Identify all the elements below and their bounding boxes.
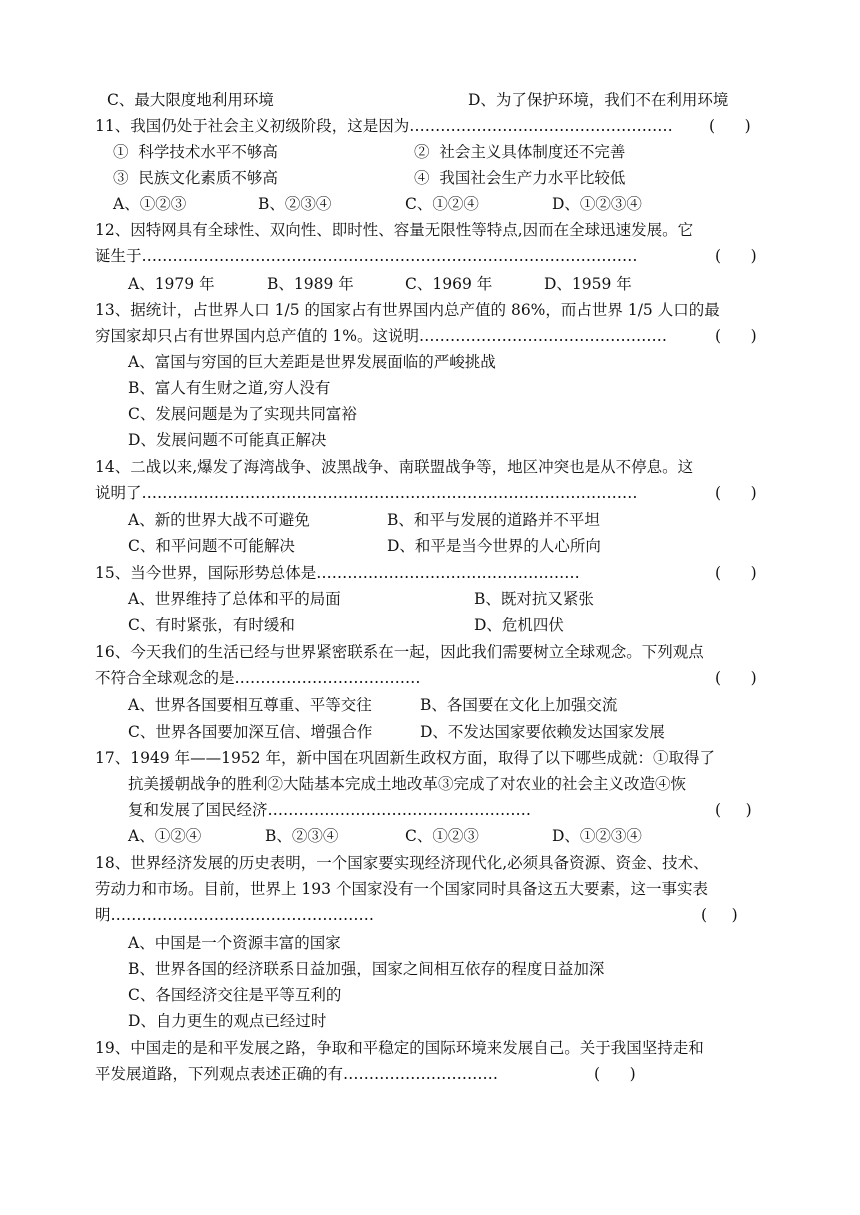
text-line: A、①②④ <box>128 827 202 845</box>
text-line: A、中国是一个资源丰富的国家 <box>128 934 341 952</box>
text-line: A、富国与穷国的巨大差距是世界发展面临的严峻挑战 <box>128 353 496 371</box>
text-line: A、①②③ <box>113 195 187 213</box>
answer-blank: ( ) <box>709 117 751 135</box>
text-line: 诞生于…………………………………………………………………………………… <box>95 247 638 265</box>
text-line: 14、二战以来,爆发了海湾战争、波黑战争、南联盟战争等，地区冲突也是从不停息。这 <box>95 458 694 476</box>
text-line: 劳动力和市场。目前，世界上 193 个国家没有一个国家同时具备这五大要素，这一事实表 <box>95 880 708 898</box>
text-line: 12、因特网具有全球性、双向性、即时性、容量无限性等特点,因而在全球迅速发展。它 <box>95 221 694 239</box>
text-line: 13、据统计，占世界人口 1/5 的国家占有世界国内总产值的 86%，而占世界 1/5 人口的最 <box>95 301 720 319</box>
text-line: ② 社会主义具体制度还不完善 <box>414 143 626 161</box>
text-line: B、各国要在文化上加强交流 <box>420 696 618 714</box>
text-line: 17、1949 年——1952 年，新中国在巩固新生政权方面，取得了以下哪些成就：①取得了 <box>95 749 715 767</box>
text-line: 11、我国仍处于社会主义初级阶段，这是因为…………………………………………… <box>95 117 673 135</box>
text-line: 16、今天我们的生活已经与世界紧密联系在一起，因此我们需要树立全球观念。下列观点 <box>95 643 704 661</box>
answer-blank: ( ) <box>715 564 757 582</box>
text-line: 明…………………………………………… <box>95 906 375 924</box>
text-line: D、自力更生的观点已经过时 <box>128 1012 327 1030</box>
text-line: C、最大限度地利用环境 <box>107 91 274 109</box>
text-line: C、1969 年 <box>405 275 493 293</box>
answer-blank: ( ) <box>715 247 757 265</box>
text-line: B、1989 年 <box>267 275 354 293</box>
text-line: A、世界各国要相互尊重、平等交往 <box>128 696 372 714</box>
text-line: C、有时紧张，有时缓和 <box>128 616 295 634</box>
text-line: A、世界维持了总体和平的局面 <box>128 590 341 608</box>
answer-blank: ( ) <box>594 1065 636 1083</box>
text-line: B、世界各国的经济联系日益加强，国家之间相互依存的程度日益加深 <box>128 960 605 978</box>
text-line: ③ 民族文化素质不够高 <box>113 169 278 187</box>
text-line: C、和平问题不可能解决 <box>128 537 295 555</box>
text-line: 抗美援朝战争的胜利②大陆基本完成土地改革③完成了对农业的社会主义改造④恢 <box>128 775 687 793</box>
text-line: D、不发达国家要依赖发达国家发展 <box>420 723 665 741</box>
text-line: B、既对抗又紧张 <box>474 590 594 608</box>
answer-blank: ( ) <box>701 906 738 924</box>
text-line: B、②③④ <box>265 827 339 845</box>
text-line: C、世界各国要加深互信、增强合作 <box>128 723 373 741</box>
text-line: B、②③④ <box>258 195 332 213</box>
text-line: 18、世界经济发展的历史表明，一个国家要实现经济现代化,必须具备资源、资金、技术、 <box>95 854 709 872</box>
text-line: D、1959 年 <box>544 275 632 293</box>
text-line: 19、中国走的是和平发展之路，争取和平稳定的国际环境来发展自己。关于我国坚持走和 <box>95 1039 704 1057</box>
answer-blank: ( ) <box>715 801 752 819</box>
text-line: 15、当今世界，国际形势总体是…………………………………………… <box>95 564 580 582</box>
answer-blank: ( ) <box>715 327 757 345</box>
text-line: C、①②③ <box>405 827 479 845</box>
text-line: C、各国经济交往是平等互利的 <box>128 986 342 1004</box>
text-line: D、为了保护环境，我们不在利用环境 <box>468 91 729 109</box>
text-line: D、发展问题不可能真正解决 <box>128 431 327 449</box>
text-line: 穷国家却只占有世界国内总产值的 1%。这说明………………………………………… <box>95 327 668 345</box>
text-line: ④ 我国社会生产力水平比较低 <box>414 169 626 187</box>
text-line: C、①②④ <box>405 195 479 213</box>
text-line: D、①②③④ <box>552 195 642 213</box>
text-line: A、1979 年 <box>128 275 215 293</box>
text-line: D、①②③④ <box>552 827 642 845</box>
answer-blank: ( ) <box>715 669 757 687</box>
text-line: B、富人有生财之道,穷人没有 <box>128 379 331 397</box>
text-line: D、和平是当今世界的人心所向 <box>387 537 601 555</box>
text-line: 不符合全球观念的是……………………………… <box>95 669 421 687</box>
text-line: D、危机四伏 <box>474 616 564 634</box>
text-line: 说明了…………………………………………………………………………………… <box>95 484 638 502</box>
text-line: 复和发展了国民经济…………………………………………… <box>128 801 532 819</box>
text-line: A、新的世界大战不可避免 <box>128 511 310 529</box>
text-line: ① 科学技术水平不够高 <box>113 143 278 161</box>
text-line: B、和平与发展的道路并不平坦 <box>387 511 600 529</box>
text-line: 平发展道路，下列观点表述正确的有………………………… <box>95 1065 499 1083</box>
answer-blank: ( ) <box>715 484 757 502</box>
text-line: C、发展问题是为了实现共同富裕 <box>128 405 357 423</box>
